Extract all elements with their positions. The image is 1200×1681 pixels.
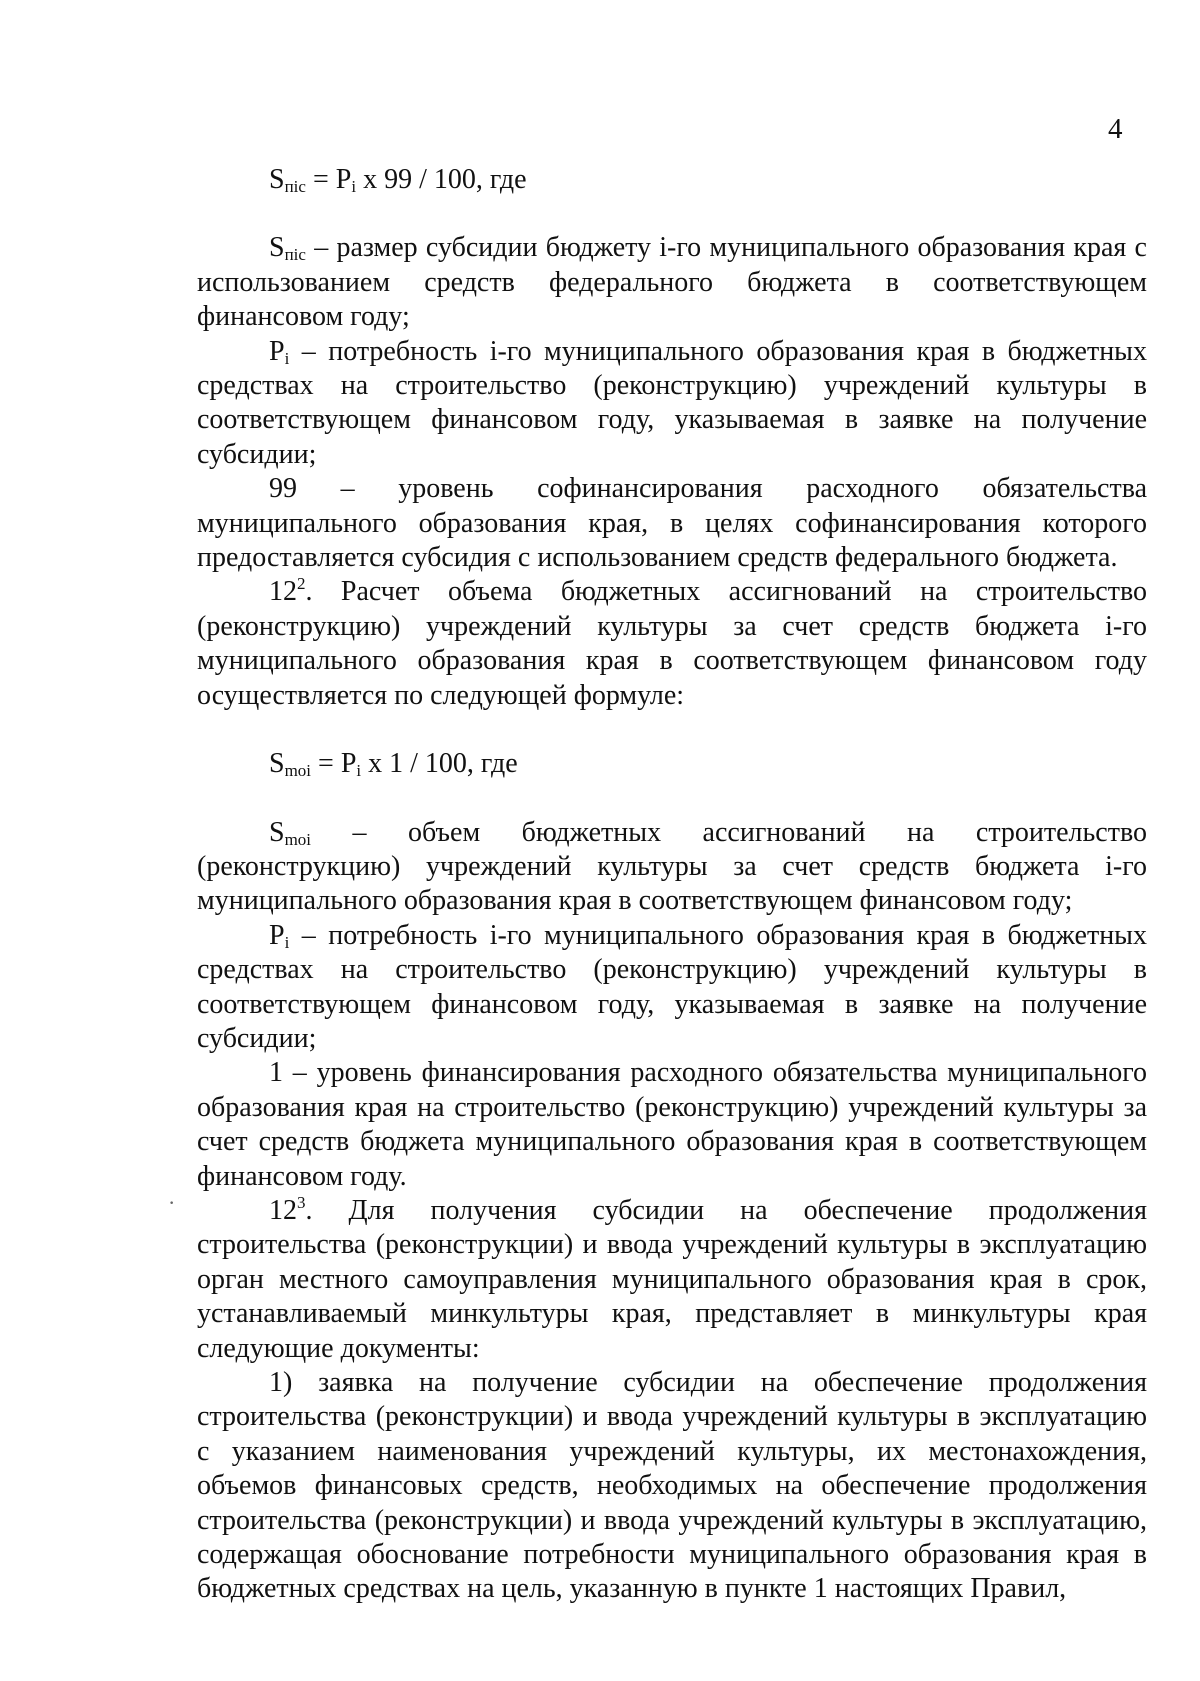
paragraph-clause-12-2: $12^2$. Расчет объема бюджетных ассигнований на строительство (реконструкцию) учреждений культуры за счет средств бюджета i-го муниципального образования края в соответствующем финансовом году осуществляется по следующей формуле:	[197, 574, 1147, 711]
scan-mark: ·	[168, 1190, 176, 1215]
paragraph-p-definition-2: $P_i$ – потребность i-го муниципального образования края в бюджетных средствах на строительство (реконструкцию) учреждений культуры в соответствующем финансовом году, указываемая в заявке на получение субсидии;	[197, 919, 1147, 1054]
paragraph-s-definition: $S_{пic}$ – размер субсидии бюджету i-го муниципального образования края с использованием средств федерального бюджета в соответствующем финансовом году;	[197, 232, 1147, 333]
document-body	[197, 163, 1147, 1607]
paragraph-item-1: 1) заявка на получение субсидии на обеспечение продолжения строительства (реконструкции) и ввода учреждений культуры в эксплуатацию с указанием наименования учреждений культуры, их местонахождения, объемов финансовых средств, необходимых на обеспечение продолжения строительства (реконструкции) и ввода учреждений культуры в эксплуатацию, содержащая обоснование потребности муниципального образования края в бюджетных средствах на цель, указанную в пункте 1 настоящих Правил,	[197, 1367, 1147, 1605]
formula-subsidy: $S_{пic} = P_i$ x 99 / 100, где	[269, 164, 527, 196]
spacer	[197, 713, 1147, 747]
paragraph-99-definition: 99 – уровень софинансирования расходного обязательства муниципального образования края, в целях софинансирования которого предоставляется субсидия с использованием средств федерального бюджета.	[197, 473, 1147, 574]
paragraph-1-definition: 1 – уровень финансирования расходного обязательства муниципального образования края на строительство (реконструкцию) учреждений культуры за счет средств бюджета муниципального образования края в соответствующем финансовом году.	[197, 1057, 1147, 1192]
formula-budget: $S_{moi} = P_i$ x 1 / 100, где	[269, 748, 518, 781]
paragraph-p-definition: $P_i$ – потребность i-го муниципального образования края в бюджетных средствах на строительство (реконструкцию) учреждений культуры в соответствующем финансовом году, указываемая в заявке на получение субсидии;	[197, 335, 1147, 470]
page-number: 4	[1108, 113, 1123, 145]
paragraph-smoi-definition: $S_{moi}$ – объем бюджетных ассигнований на строительство (реконструкцию) учреждений культуры за счет средств бюджета i-го муниципального образования края в соответствующем финансовом году;	[197, 816, 1147, 917]
paragraph-clause-12-3: $12^3$. Для получения субсидии на обеспечение продолжения строительства (реконструкции) и ввода учреждений культуры в эксплуатацию орган местного самоуправления муниципального образования края в срок, устанавливаемый минкультуры края, представляет в минкультуры края следующие документы:	[197, 1192, 1147, 1364]
